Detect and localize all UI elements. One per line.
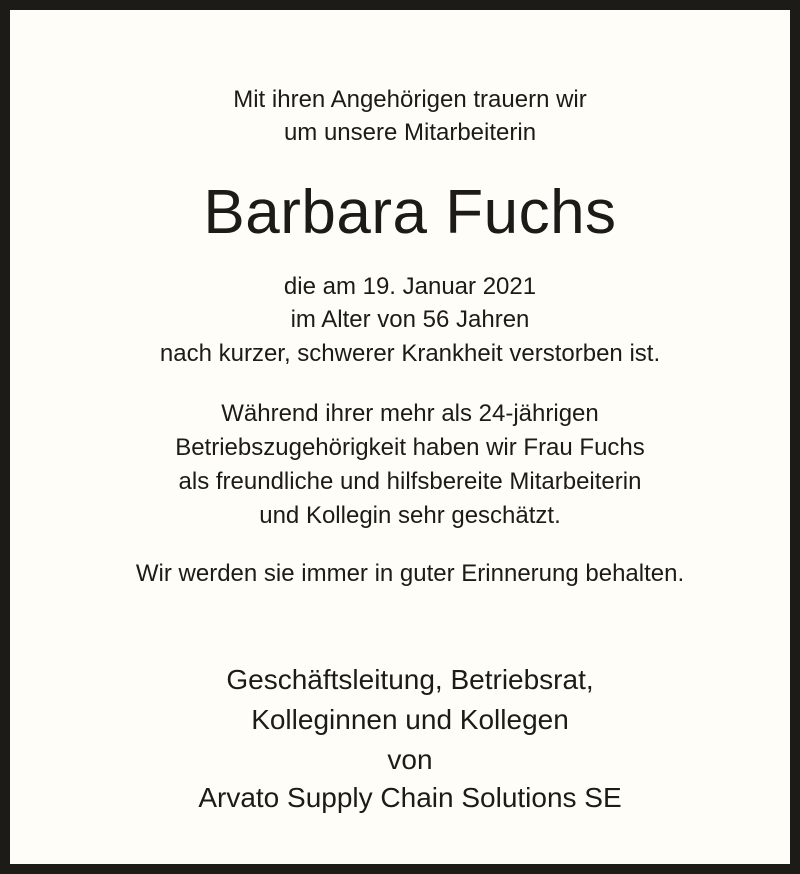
tribute-line-2: Betriebszugehörigkeit haben wir Frau Fuchs xyxy=(175,434,645,461)
intro-line-2: um unsere Mitarbeiterin xyxy=(283,119,537,146)
signature-company: Arvato Supply Chain Solutions SE xyxy=(198,782,622,813)
signature-line-2: Kolleginnen und Kollegen xyxy=(251,704,569,735)
signature-line-3: von xyxy=(387,744,433,775)
tribute-line-3: als freundliche und hilfsbereite Mitarbeiterin xyxy=(178,468,642,495)
tribute-line-1: Während ihrer mehr als 24-jährigen xyxy=(221,400,599,427)
death-date-line: die am 19. Januar 2021 xyxy=(283,273,537,300)
intro-line-1: Mit ihren Angehörigen trauern wir xyxy=(233,86,587,113)
remembrance-line: Wir werden sie immer in guter Erinnerung behalten. xyxy=(135,560,685,587)
deceased-name: Barbara Fuchs xyxy=(203,178,617,247)
tribute-line-4: und Kollegin sehr geschätzt. xyxy=(259,502,561,529)
age-line: im Alter von 56 Jahren xyxy=(290,306,530,333)
signature-line-1: Geschäftsleitung, Betriebsrat, xyxy=(226,664,594,695)
cause-line: nach kurzer, schwerer Krankheit verstorben ist. xyxy=(159,340,661,367)
